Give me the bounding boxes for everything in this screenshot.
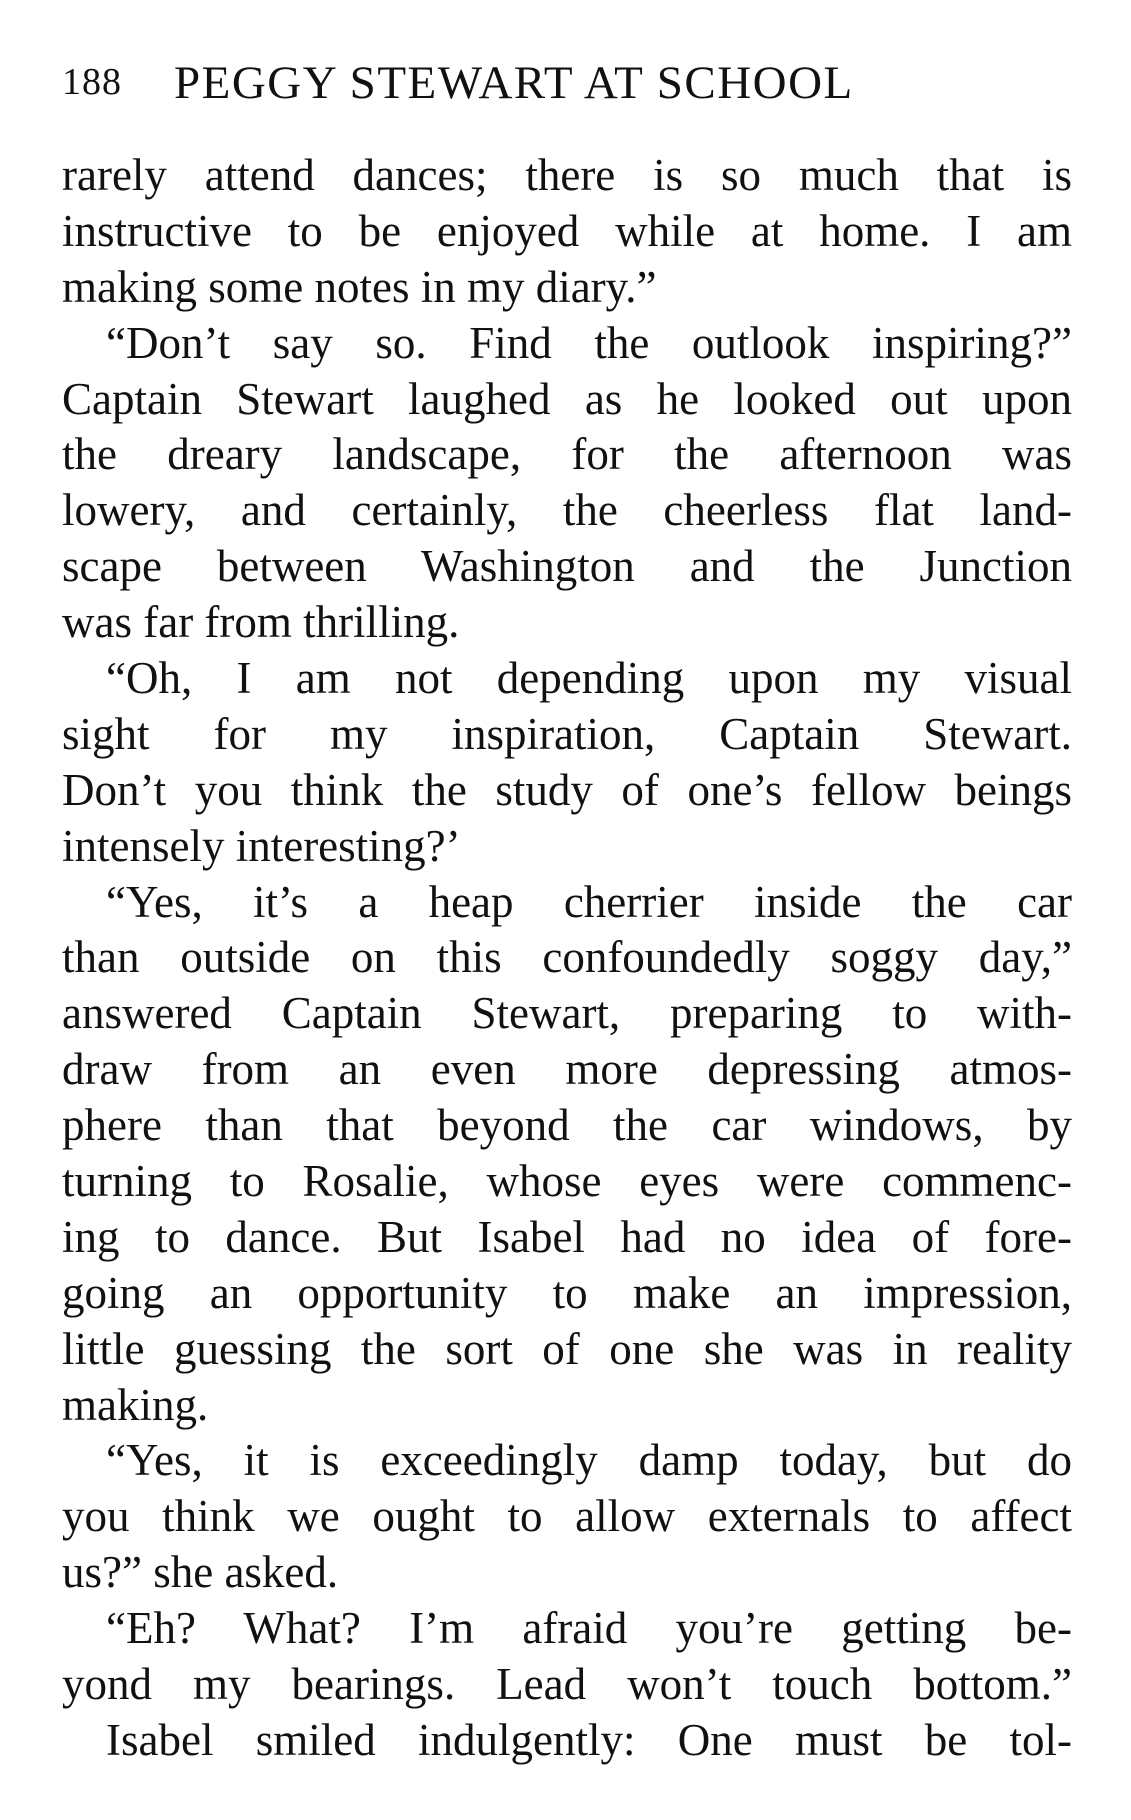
text-line: “Yes, it’s a heap cherrier inside the car [106,876,1072,927]
text-line: instructive to be enjoyed while at home. I am [62,205,1072,256]
text-line: rarely attend dances; there is so much that is [62,150,1072,200]
text-line: yond my bearings. Lead won’t touch bottom.” [62,1659,1072,1710]
body-text [62,148,1072,1769]
text-line: phere than that beyond the car windows, by [62,1100,1072,1151]
text-line: ing to dance. But Isabel had no idea of fore- [62,1211,1072,1262]
text-line: intensely interesting?’ [62,820,461,871]
text-line: going an opportunity to make an impression, [62,1267,1072,1318]
text-line: Captain Stewart laughed as he looked out upon [62,373,1072,424]
running-title: PEGGY STEWART AT SCHOOL [174,57,854,109]
text-line: scape between Washington and the Junction [62,541,1072,592]
text-line: answered Captain Stewart, preparing to with- [62,988,1072,1039]
text-line: making. [62,1379,209,1430]
text-line: sight for my inspiration, Captain Stewart. [62,708,1072,759]
text-line: you think we ought to allow externals to affect [62,1491,1072,1542]
text-line: “Oh, I am not depending upon my visual [106,653,1072,704]
text-line: draw from an even more depressing atmos- [62,1044,1072,1095]
text-line: lowery, and certainly, the cheerless flat land- [62,485,1072,536]
text-line: making some notes in my diary.” [62,261,657,312]
page-number: 188 [62,61,122,103]
page-header [62,56,1072,116]
text-line: turning to Rosalie, whose eyes were commenc- [62,1156,1072,1207]
text-line: Isabel smiled indulgently: One must be tol- [106,1714,1072,1765]
text-line: us?” she asked. [62,1547,339,1598]
text-line: the dreary landscape, for the afternoon was [62,429,1072,480]
text-line: “Don’t say so. Find the outlook inspiring?” [106,317,1072,368]
text-line: than outside on this confoundedly soggy day,” [62,932,1072,983]
text-line: Don’t you think the study of one’s fellow beings [62,764,1072,815]
text-line: “Eh? What? I’m afraid you’re getting be- [106,1603,1072,1654]
text-line: little guessing the sort of one she was in reality [62,1323,1072,1374]
text-line: “Yes, it is exceedingly damp today, but do [106,1435,1072,1486]
text-line: was far from thrilling. [62,597,460,648]
